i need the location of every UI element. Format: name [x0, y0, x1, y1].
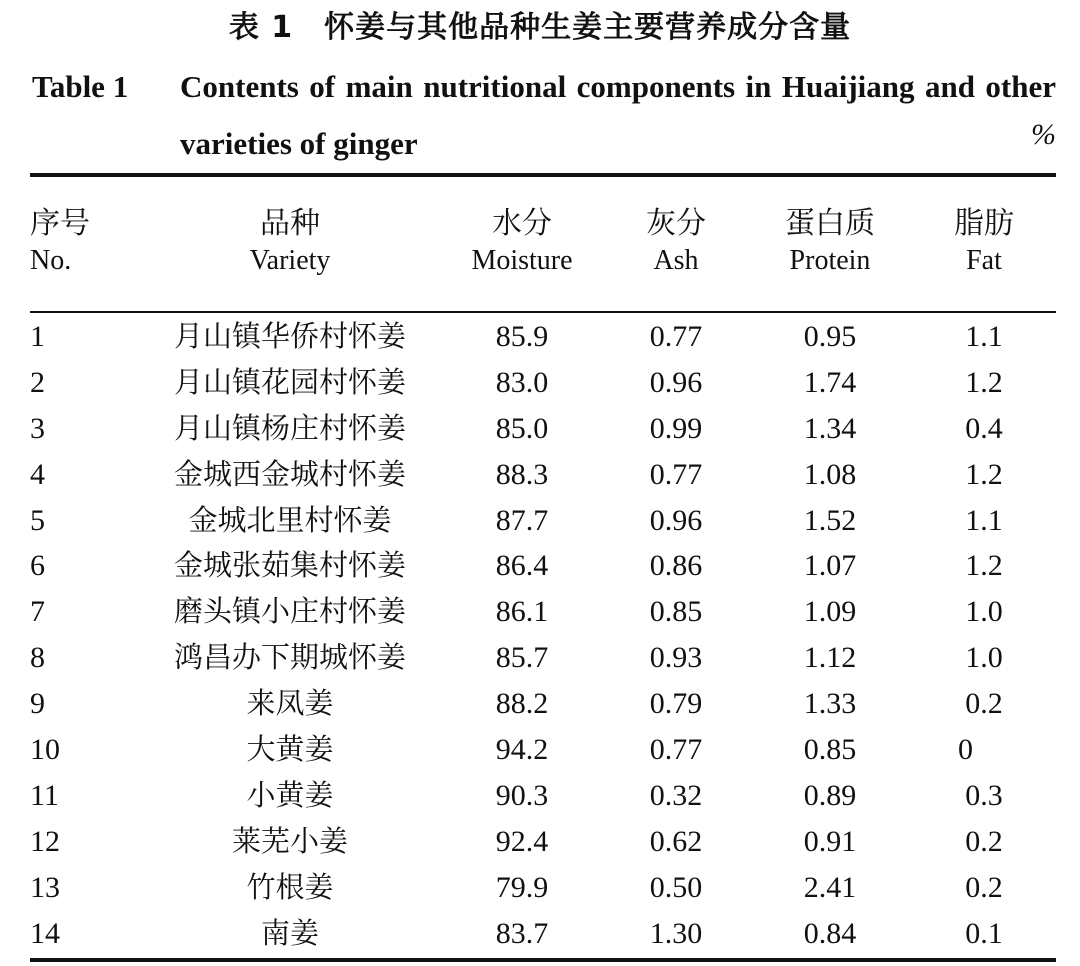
- cell-ash: 0.93: [649, 641, 703, 675]
- cell-variety: 大黄姜: [246, 732, 334, 767]
- cell-variety: 金城西金城村怀姜: [173, 456, 406, 491]
- cell-fat: 0.3: [965, 778, 1003, 812]
- table-row: [0, 773, 1080, 819]
- table-row: [0, 543, 1080, 589]
- table-row: [0, 406, 1080, 452]
- header-variety: [140, 204, 440, 278]
- cell-moisture: 94.2: [495, 733, 549, 767]
- cell-variety: 月山镇华侨村怀姜: [173, 319, 406, 353]
- cell-no: 9: [30, 687, 45, 721]
- header-moisture-cn: 水分: [492, 206, 552, 241]
- table-row: [0, 314, 1080, 360]
- cell-variety: 南姜: [260, 915, 319, 950]
- cell-no: 8: [30, 641, 45, 675]
- cell-moisture: 86.4: [495, 549, 549, 583]
- cell-fat: 1.0: [965, 595, 1003, 629]
- header-variety-cn: 品种: [260, 206, 320, 241]
- cell-variety: 鸿昌办下期城怀姜: [173, 640, 406, 675]
- cell-ash: 0.86: [649, 549, 703, 583]
- cell-ash: 1.30: [649, 916, 703, 950]
- header-protein-cn: 蛋白质: [785, 206, 875, 241]
- cell-fat: 0: [958, 733, 973, 767]
- cell-variety: 莱芜小姜: [231, 823, 348, 858]
- cell-protein: 1.12: [803, 641, 857, 675]
- cell-ash: 0.85: [649, 595, 703, 629]
- cell-no: 4: [30, 457, 45, 491]
- header-fat: [924, 204, 1044, 278]
- header-protein-en: Protein: [789, 245, 871, 276]
- cell-protein: 1.34: [803, 411, 857, 445]
- cell-fat: 1.2: [965, 457, 1003, 491]
- table-row: [0, 911, 1080, 957]
- cell-variety: 小黄姜: [246, 777, 334, 812]
- cell-no: 1: [30, 320, 45, 353]
- cell-moisture: 92.4: [495, 824, 549, 858]
- cell-protein: 0.91: [803, 824, 857, 858]
- table-caption-text: Contents of main nutritional components in Huaijiang and other varieties of ginger: [180, 69, 1056, 161]
- cell-moisture: 86.1: [495, 595, 549, 629]
- header-no-en: No.: [30, 245, 72, 276]
- cell-moisture: 85.0: [495, 411, 549, 445]
- table-row: [0, 635, 1080, 681]
- header-ash-en: Ash: [653, 245, 699, 276]
- cell-moisture: 85.7: [495, 641, 549, 675]
- header-ash: [616, 204, 736, 278]
- cell-variety: 金城北里村怀姜: [188, 502, 392, 537]
- header-fat-cn: 脂肪: [954, 206, 1014, 241]
- cell-ash: 0.79: [649, 687, 703, 721]
- cell-no: 5: [30, 503, 45, 537]
- cell-protein: 1.74: [803, 365, 857, 399]
- table-row: [0, 498, 1080, 544]
- cell-moisture: 90.3: [495, 778, 549, 812]
- header-no-cn: 序号: [30, 206, 90, 241]
- cell-no: 6: [30, 549, 45, 583]
- cell-variety: 月山镇花园村怀姜: [173, 364, 406, 399]
- cell-no: 11: [30, 778, 59, 812]
- cell-moisture: 88.3: [495, 457, 549, 491]
- cell-moisture: 83.7: [495, 916, 549, 950]
- header-ash-cn: 灰分: [646, 206, 706, 241]
- cell-ash: 0.96: [649, 503, 703, 537]
- cell-no: 2: [30, 365, 45, 399]
- cell-no: 3: [30, 411, 45, 445]
- cell-fat: 0.2: [965, 687, 1003, 721]
- cell-variety: 月山镇杨庄村怀姜: [173, 410, 406, 445]
- cell-variety: 金城张茹集村怀姜: [173, 548, 406, 583]
- header-moisture: [460, 204, 584, 278]
- cell-protein: 1.07: [803, 549, 857, 583]
- header-no: [30, 204, 120, 278]
- top-rule: [30, 173, 1056, 177]
- cell-moisture: 85.9: [495, 320, 549, 353]
- table-body: [0, 314, 1080, 956]
- cell-variety: 磨头镇小庄村怀姜: [173, 594, 406, 629]
- cell-ash: 0.32: [649, 778, 703, 812]
- header-protein: [768, 204, 892, 278]
- cell-protein: 1.09: [803, 595, 857, 629]
- cell-ash: 0.99: [649, 411, 703, 445]
- table-label: Table 1: [32, 69, 129, 104]
- unit-label: %: [1031, 118, 1056, 151]
- cell-ash: 0.62: [649, 824, 703, 858]
- cell-variety: 竹根姜: [246, 869, 334, 904]
- cell-fat: 1.2: [965, 365, 1003, 399]
- cell-variety: 来凤姜: [246, 686, 334, 721]
- header-fat-en: Fat: [966, 245, 1002, 276]
- bottom-rule: [30, 958, 1056, 962]
- cell-protein: 1.52: [803, 503, 857, 537]
- cell-moisture: 87.7: [495, 503, 549, 537]
- cell-fat: 0.2: [965, 824, 1003, 858]
- table-row: [0, 452, 1080, 498]
- cell-fat: 1.2: [965, 549, 1003, 583]
- cell-moisture: 88.2: [495, 687, 549, 721]
- cell-fat: 0.4: [965, 411, 1003, 445]
- cell-no: 10: [30, 733, 60, 767]
- cell-fat: 1.1: [965, 320, 1003, 353]
- header-moisture-en: Moisture: [471, 245, 573, 276]
- cell-no: 14: [30, 916, 60, 950]
- cell-protein: 0.89: [803, 778, 857, 812]
- table-row: [0, 865, 1080, 911]
- cell-fat: 1.1: [965, 503, 1003, 537]
- header-variety-en: Variety: [249, 245, 331, 276]
- table-row: [0, 360, 1080, 406]
- table-row: [0, 819, 1080, 865]
- table-row: [0, 681, 1080, 727]
- cell-moisture: 83.0: [495, 365, 549, 399]
- cell-protein: 1.33: [803, 687, 857, 721]
- header-rule: [30, 311, 1056, 313]
- cell-no: 12: [30, 824, 60, 858]
- cell-ash: 0.77: [649, 457, 703, 491]
- cell-moisture: 79.9: [495, 870, 549, 904]
- cell-no: 13: [30, 870, 60, 904]
- table-row: [0, 589, 1080, 635]
- cell-protein: 0.85: [803, 733, 857, 767]
- cell-ash: 0.77: [649, 733, 703, 767]
- cell-protein: 0.84: [803, 916, 857, 950]
- cell-protein: 1.08: [803, 457, 857, 491]
- cell-protein: 0.95: [803, 320, 857, 353]
- cell-fat: 1.0: [965, 641, 1003, 675]
- table-row: [0, 727, 1080, 773]
- table-title-chinese: 表 1 怀姜与其他品种生姜主要营养成分含量: [228, 10, 852, 45]
- cell-no: 7: [30, 595, 45, 629]
- cell-ash: 0.50: [649, 870, 703, 904]
- cell-fat: 0.1: [965, 916, 1003, 950]
- cell-fat: 0.2: [965, 870, 1003, 904]
- cell-ash: 0.96: [649, 365, 703, 399]
- cell-ash: 0.77: [649, 320, 703, 353]
- cell-protein: 2.41: [803, 870, 857, 904]
